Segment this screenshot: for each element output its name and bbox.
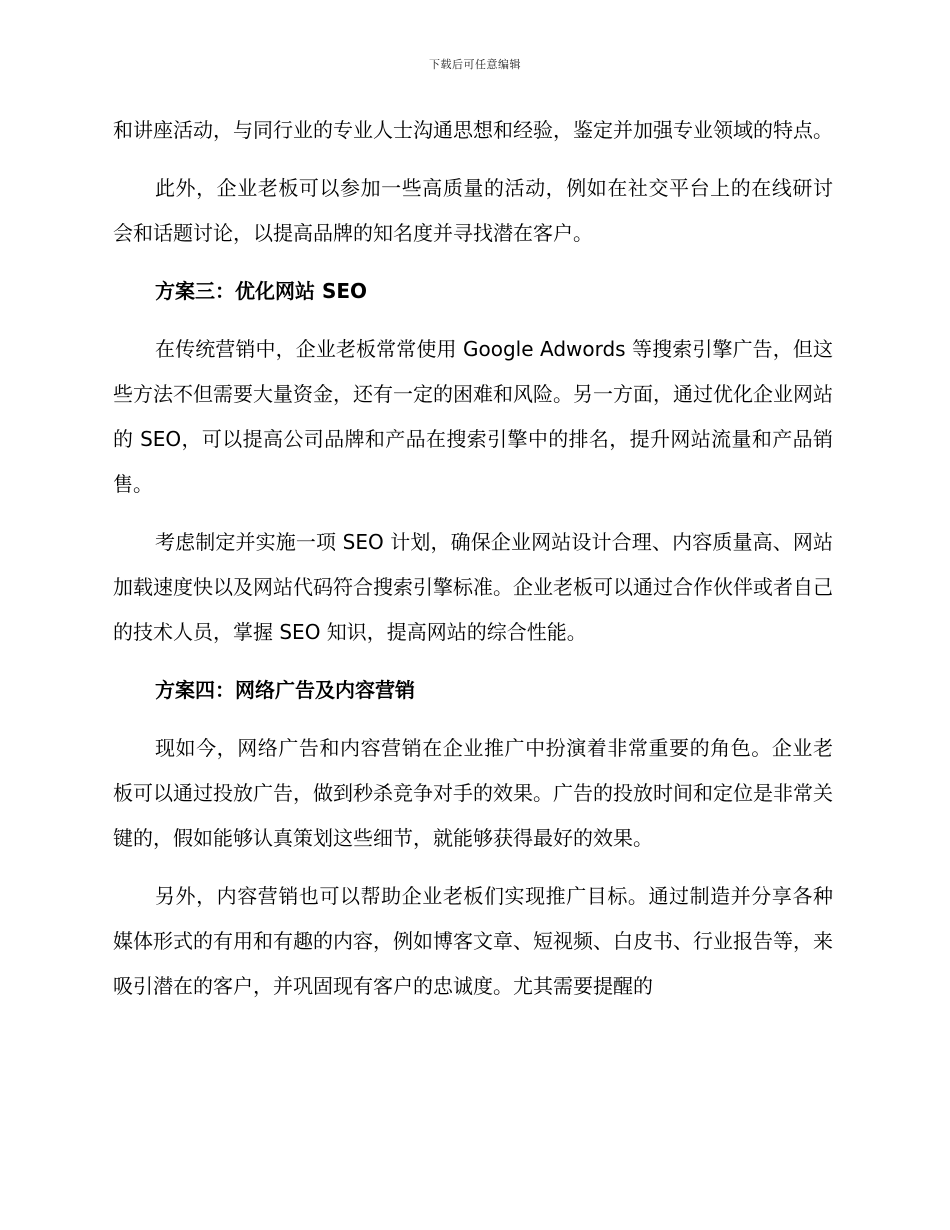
paragraph-seo-intro: 在传统营销中，企业老板常常使用 Google Adwords 等搜索引擎广告，但这些方法不但需要大量资金，还有一定的困难和风险。另一方面，通过优化企业网站的 SEO，可以提高公司品牌和产品在搜索引擎中的排名，提升网站流量和产品销售。	[113, 337, 833, 496]
paragraph-seo-plan: 考虑制定并实施一项 SEO 计划，确保企业网站设计合理、内容质量高、网站加载速度快以及网站代码符合搜索引擎标准。企业老板可以通过合作伙伴或者自己的技术人员，掌握 SEO 知识，提高网站的综合性能。	[113, 530, 833, 644]
page-header: 下载后可任意编辑	[429, 58, 521, 71]
paragraph-ads: 现如今，网络广告和内容营销在企业推广中扮演着非常重要的角色。企业老板可以通过投放广告，做到秒杀竞争对手的效果。广告的投放时间和定位是非常关键的，假如能够认真策划这些细节，就能够获得最好的效果。	[113, 736, 833, 850]
document-body	[113, 108, 833, 1022]
paragraph-events: 此外，企业老板可以参加一些高质量的活动，例如在社交平台上的在线研讨会和话题讨论，以提高品牌的知名度并寻找潜在客户。	[113, 176, 833, 245]
section-heading-seo: 方案三：优化网站 SEO	[155, 279, 368, 303]
section-heading-ads: 方案四：网络广告及内容营销	[155, 678, 415, 702]
paragraph-continuation: 和讲座活动，与同行业的专业人士沟通思想和经验，鉴定并加强专业领域的特点。	[113, 118, 833, 142]
paragraph-content-marketing: 另外，内容营销也可以帮助企业老板们实现推广目标。通过制造并分享各种媒体形式的有用和有趣的内容，例如博客文章、短视频、白皮书、行业报告等，来吸引潜在的客户，并巩固现有客户的忠诚度。尤其需要提醒的	[113, 884, 833, 998]
